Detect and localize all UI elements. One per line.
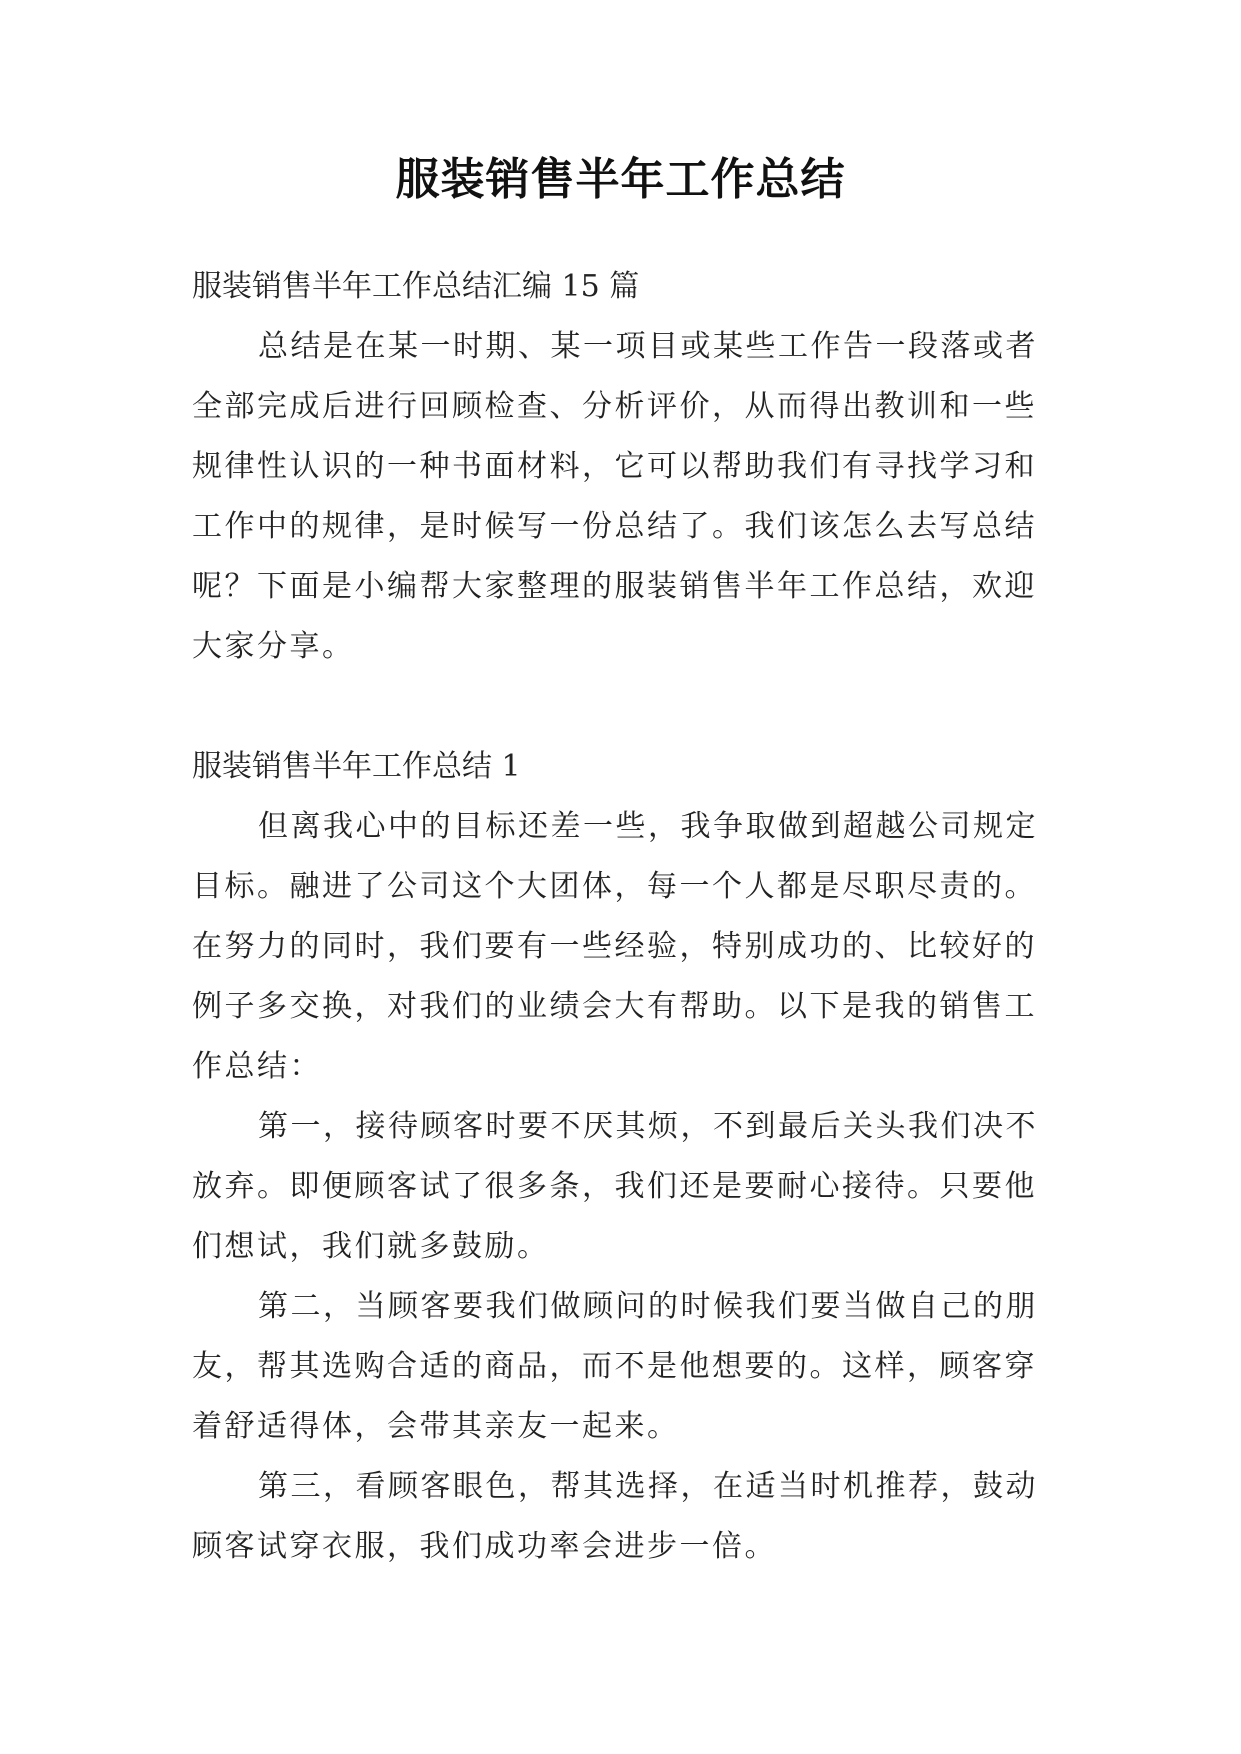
section-paragraph — [192, 1277, 1052, 1457]
paragraph-line: 呢？下面是小编帮大家整理的服装销售半年工作总结，欢迎 — [192, 569, 1037, 604]
paragraph-line: 第一，接待顾客时要不厌其烦，不到最后关头我们决不 — [258, 1109, 1038, 1144]
paragraph-line: 们想试，我们就多鼓励。 — [192, 1229, 550, 1264]
section-paragraph — [192, 1457, 1052, 1577]
section-paragraph — [192, 797, 1052, 1097]
section-paragraph — [192, 1097, 1052, 1277]
paragraph-line: 第二，当顾客要我们做顾问的时候我们要当做自己的朋 — [258, 1289, 1038, 1324]
compilation-heading: 服装销售半年工作总结汇编 15 篇 — [192, 269, 640, 304]
intro-paragraph — [192, 317, 1052, 677]
document-body — [192, 257, 1052, 1577]
paragraph-line: 大家分享。 — [192, 629, 355, 664]
blank-line — [192, 677, 1052, 737]
paragraph-line: 工作中的规律，是时候写一份总结了。我们该怎么去写总结 — [192, 509, 1037, 544]
section-heading: 服装销售半年工作总结 1 — [192, 749, 521, 784]
paragraph-line: 顾客试穿衣服，我们成功率会进步一倍。 — [192, 1529, 777, 1564]
paragraph-line: 作总结： — [192, 1049, 322, 1084]
paragraph-line: 放弃。即便顾客试了很多条，我们还是要耐心接待。只要他 — [192, 1169, 1037, 1204]
paragraph-line: 目标。融进了公司这个大团体，每一个人都是尽职尽责的。 — [192, 869, 1037, 904]
paragraph-line: 友，帮其选购合适的商品，而不是他想要的。这样，顾客穿 — [192, 1349, 1037, 1384]
paragraph-line: 第三，看顾客眼色，帮其选择，在适当时机推荐，鼓动 — [258, 1469, 1038, 1504]
paragraph-line: 总结是在某一时期、某一项目或某些工作告一段落或者 — [258, 329, 1038, 364]
paragraph-line: 但离我心中的目标还差一些，我争取做到超越公司规定 — [258, 809, 1038, 844]
paragraph-line: 在努力的同时，我们要有一些经验，特别成功的、比较好的 — [192, 929, 1037, 964]
document-title: 服装销售半年工作总结 — [395, 154, 846, 205]
paragraph-line: 规律性认识的一种书面材料，它可以帮助我们有寻找学习和 — [192, 449, 1037, 484]
paragraph-line: 全部完成后进行回顾检查、分析评价，从而得出教训和一些 — [192, 389, 1037, 424]
paragraph-line: 例子多交换，对我们的业绩会大有帮助。以下是我的销售工 — [192, 989, 1037, 1024]
paragraph-line: 着舒适得体，会带其亲友一起来。 — [192, 1409, 680, 1444]
